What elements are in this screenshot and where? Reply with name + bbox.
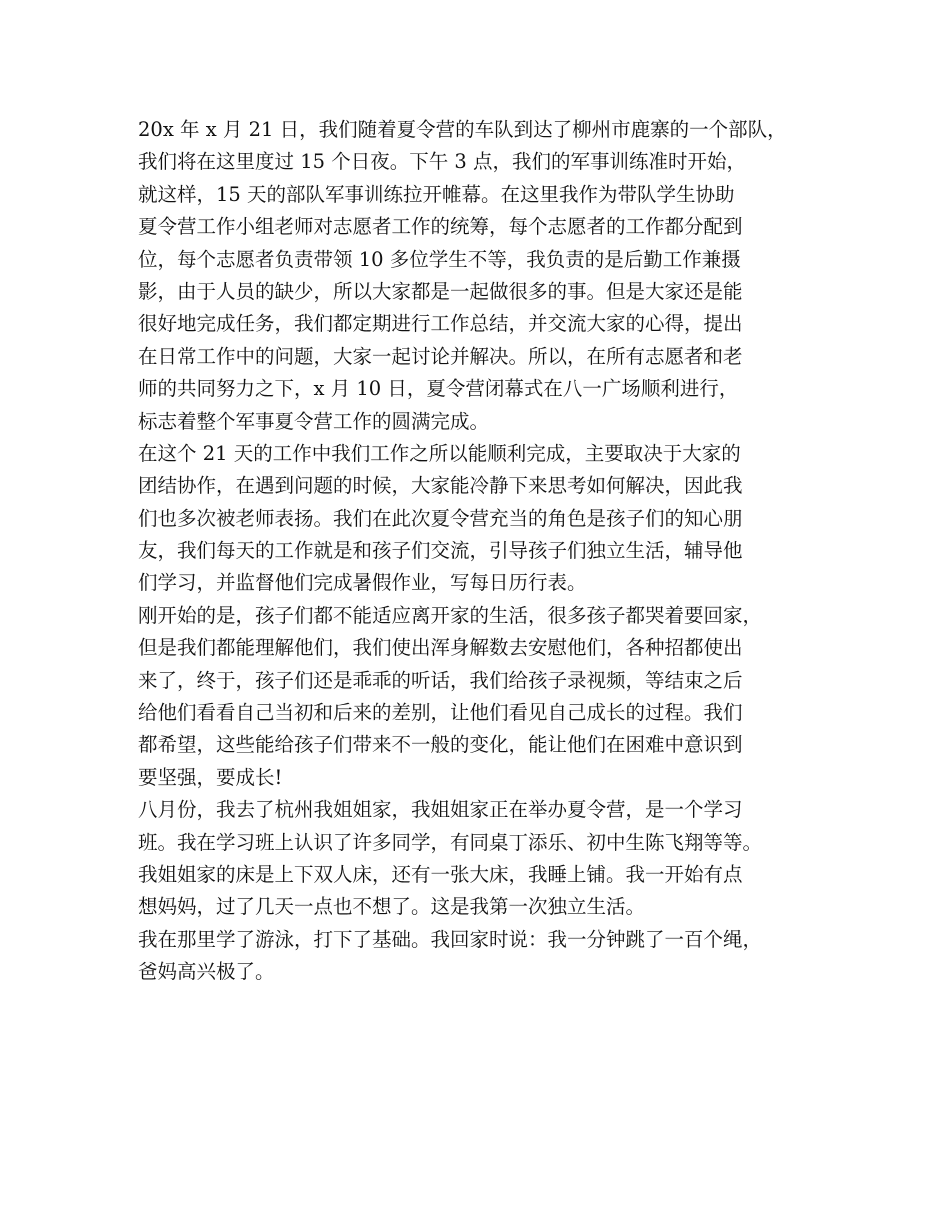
text-line: 我在那里学了游泳，打下了基础。我回家时说：我一分钟跳了一百个绳， <box>138 927 763 951</box>
paragraph-3 <box>138 600 828 794</box>
paragraph-1 <box>138 114 828 438</box>
text-line: 们学习，并监督他们完成暑假作业，写每日历行表。 <box>138 571 587 595</box>
text-line: 都希望，这些能给孩子们带来不一般的变化，能让他们在困难中意识到 <box>138 733 743 757</box>
text-line: 班。我在学习班上认识了许多同学，有同桌丁添乐、初中生陈飞翔等等。 <box>138 830 763 854</box>
text-line: 在日常工作中的问题，大家一起讨论并解决。所以，在所有志愿者和老 <box>138 344 743 368</box>
document-body <box>138 114 828 989</box>
paragraph-2 <box>138 438 828 600</box>
text-line: 想妈妈，过了几天一点也不想了。这是我第一次独立生活。 <box>138 895 646 919</box>
text-line: 八月份，我去了杭州我姐姐家，我姐姐家正在举办夏令营，是一个学习 <box>138 798 743 822</box>
text-line: 就这样，15 天的部队军事训练拉开帷幕。在这里我作为带队学生协助 <box>138 182 735 206</box>
paragraph-4 <box>138 794 828 924</box>
text-line: 师的共同努力之下，x 月 10 日，夏令营闭幕式在八一广场顺利进行， <box>138 377 739 401</box>
paragraph-5 <box>138 924 828 989</box>
text-line: 很好地完成任务，我们都定期进行工作总结，并交流大家的心得，提出 <box>138 312 743 336</box>
text-line: 我们将在这里度过 15 个日夜。下午 3 点，我们的军事训练准时开始， <box>138 150 747 174</box>
text-line: 在这个 21 天的工作中我们工作之所以能顺利完成，主要取决于大家的 <box>138 441 741 465</box>
text-line: 刚开始的是，孩子们都不能适应离开家的生活，很多孩子都哭着要回家， <box>138 603 763 627</box>
text-line: 但是我们都能理解他们，我们使出浑身解数去安慰他们，各种招都使出 <box>138 636 743 660</box>
text-line: 们也多次被老师表扬。我们在此次夏令营充当的角色是孩子们的知心朋 <box>138 506 743 530</box>
text-line: 影，由于人员的缺少，所以大家都是一起做很多的事。但是大家还是能 <box>138 279 743 303</box>
text-line: 要坚强，要成长! <box>138 765 283 789</box>
text-line: 爸妈高兴极了。 <box>138 960 275 984</box>
text-line: 友，我们每天的工作就是和孩子们交流，引导孩子们独立生活，辅导他 <box>138 539 743 563</box>
text-line: 位，每个志愿者负责带领 10 多位学生不等，我负责的是后勤工作兼摄 <box>138 247 741 271</box>
text-line: 给他们看看自己当初和后来的差别，让他们看见自己成长的过程。我们 <box>138 701 743 725</box>
text-line: 来了，终于，孩子们还是乖乖的听话，我们给孩子录视频，等结束之后 <box>138 668 743 692</box>
text-line: 团结协作，在遇到问题的时候，大家能冷静下来思考如何解决，因此我 <box>138 474 743 498</box>
text-line: 夏令营工作小组老师对志愿者工作的统筹，每个志愿者的工作都分配到 <box>138 215 743 239</box>
text-line: 20x 年 x 月 21 日，我们随着夏令营的车队到达了柳州市鹿寨的一个部队， <box>138 118 787 141</box>
text-line: 我姐姐家的床是上下双人床，还有一张大床，我睡上铺。我一开始有点 <box>138 862 743 886</box>
text-line: 标志着整个军事夏令营工作的圆满完成。 <box>138 409 490 433</box>
